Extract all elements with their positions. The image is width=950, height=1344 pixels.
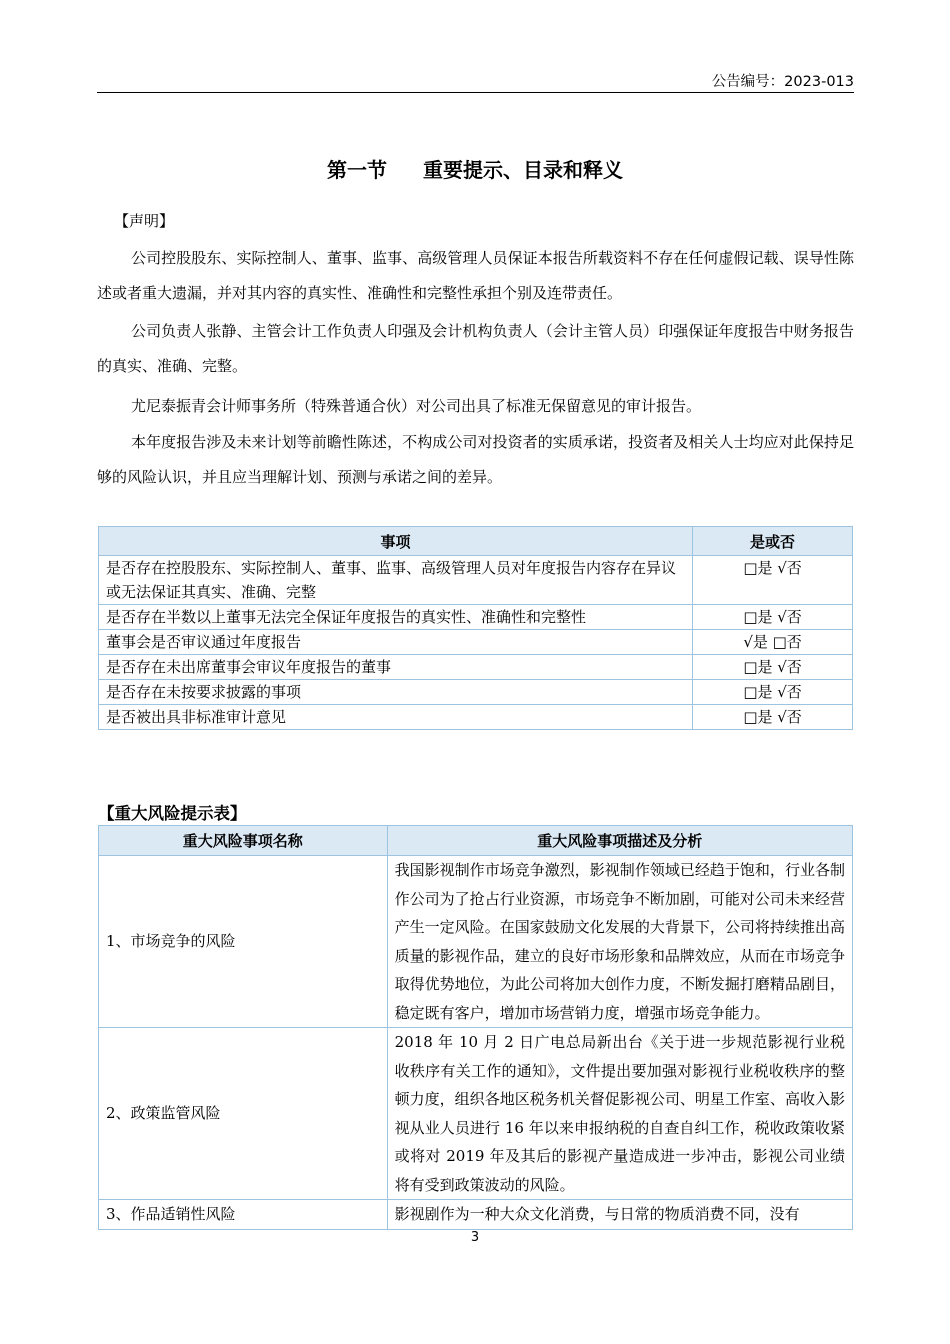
table-row xyxy=(99,556,853,605)
paragraph-responsible: 公司负责人张静、主管会计工作负责人印强及会计机构负责人（会计主管人员）印强保证年度报告中财务报告的真实、准确、完整。 xyxy=(97,322,854,375)
announcement-number: 公告编号：2023-013 xyxy=(711,74,854,90)
risk-name: 2、政策监管风险 xyxy=(99,1028,388,1200)
checklist-answer: □是 √否 xyxy=(693,705,853,730)
page-number: 3 xyxy=(470,1230,480,1245)
risk-table-heading: 【重大风险提示表】 xyxy=(98,804,247,823)
checklist-answer: □是 √否 xyxy=(693,680,853,705)
column-header-item: 事项 xyxy=(99,527,693,556)
section-name: 重要提示、目录和释义 xyxy=(423,158,623,182)
checklist-answer: □是 √否 xyxy=(693,655,853,680)
section-title xyxy=(0,154,950,183)
risk-description: 我国影视制作市场竞争激烈，影视制作领域已经趋于饱和，行业各制作公司为了抢占行业资源，市场竞争不断加剧，可能对公司未来经营产生一定风险。在国家鼓励文化发展的大背景下，公司将持续推出高质量的影视作品，建立的良好市场形象和品牌效应，从而在市场竞争取得优势地位，为此公司将加大创作力度，不断发掘打磨精品剧目，稳定既有客户，增加市场营销力度，增强市场竞争能力。 xyxy=(387,856,852,1028)
table-row xyxy=(99,1028,853,1200)
risk-name: 3、作品适销性风险 xyxy=(99,1200,388,1230)
column-header-risk-name: 重大风险事项名称 xyxy=(99,826,388,856)
table-row xyxy=(99,655,853,680)
table-header-row xyxy=(99,826,853,856)
table-row xyxy=(99,705,853,730)
risk-name: 1、市场竞争的风险 xyxy=(99,856,388,1028)
declaration-label: 【声明】 xyxy=(114,212,175,230)
checklist-item: 是否存在未出席董事会审议年度报告的董事 xyxy=(99,655,693,680)
section-number: 第一节 xyxy=(327,158,387,182)
checklist-item: 是否存在控股股东、实际控制人、董事、监事、高级管理人员对年度报告内容存在异议或无法保证其真实、准确、完整 xyxy=(99,556,693,605)
table-row xyxy=(99,605,853,630)
checklist-answer: √是 □否 xyxy=(693,630,853,655)
table-row xyxy=(99,856,853,1028)
table-row xyxy=(99,630,853,655)
checklist-answer: □是 √否 xyxy=(693,605,853,630)
checklist-item: 董事会是否审议通过年度报告 xyxy=(99,630,693,655)
checklist-item: 是否存在半数以上董事无法完全保证年度报告的真实性、准确性和完整性 xyxy=(99,605,693,630)
declaration-checklist-table xyxy=(98,526,853,730)
column-header-risk-desc: 重大风险事项描述及分析 xyxy=(387,826,852,856)
paragraph-auditor: 尤尼泰振青会计师事务所（特殊普通合伙）对公司出具了标准无保留意见的审计报告。 xyxy=(131,397,702,415)
risk-description: 影视剧作为一种大众文化消费，与日常的物质消费不同，没有 xyxy=(387,1200,852,1230)
risk-description: 2018 年 10 月 2 日广电总局新出台《关于进一步规范影视行业税收秩序有关工作的通知》，文件提出要加强对影视行业税收秩序的整顿力度，组织各地区税务机关督促影视公司、明星工作室、高收入影视从业人员进行 16 年以来申报纳税的自查自纠工作，税收政策收紧或将对 2019 年及其后的影视产量造成进一步冲击，影视公司业绩将有受到政策波动的风险。 xyxy=(387,1028,852,1200)
page-header xyxy=(97,64,854,93)
checklist-item: 是否存在未按要求披露的事项 xyxy=(99,680,693,705)
paragraph-guarantee: 公司控股股东、实际控制人、董事、监事、高级管理人员保证本报告所载资料不存在任何虚假记载、误导性陈述或者重大遗漏，并对其内容的真实性、准确性和完整性承担个别及连带责任。 xyxy=(97,249,854,302)
checklist-answer: □是 √否 xyxy=(693,556,853,605)
table-row xyxy=(99,680,853,705)
table-header-row xyxy=(99,527,853,556)
table-row xyxy=(99,1200,853,1230)
paragraph-forward-looking: 本年度报告涉及未来计划等前瞻性陈述，不构成公司对投资者的实质承诺，投资者及相关人士均应对此保持足够的风险认识，并且应当理解计划、预测与承诺之间的差异。 xyxy=(97,433,854,486)
column-header-answer: 是或否 xyxy=(693,527,853,556)
checklist-item: 是否被出具非标准审计意见 xyxy=(99,705,693,730)
major-risk-table xyxy=(98,825,853,1230)
